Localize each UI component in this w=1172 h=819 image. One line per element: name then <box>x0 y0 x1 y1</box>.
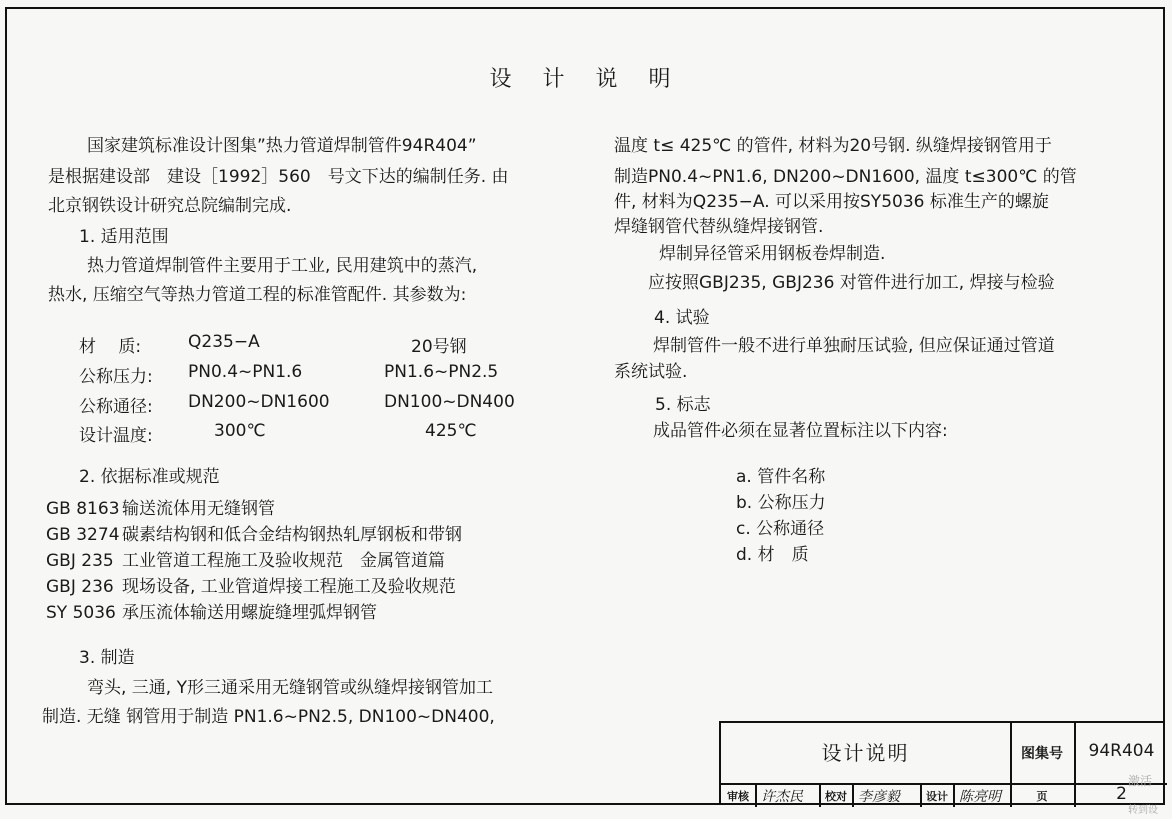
section-4-heading: 4. 试验 <box>654 308 710 328</box>
title-block-divider <box>755 783 757 807</box>
standard-code: GB 8163 <box>46 499 120 519</box>
intro-line-2: 是根据建设部 建设［1992］560 号文下达的编制任务. 由 <box>48 167 509 187</box>
watermark-text: 激活 <box>1128 774 1153 788</box>
title-block-divider <box>920 783 922 807</box>
list-item: d. 材 质 <box>736 545 809 565</box>
section-3-text-2: 制造. 无缝 钢管用于制造 PN1.6~PN2.5, DN100~DN400, <box>42 707 495 727</box>
list-item: c. 公称通径 <box>736 519 825 539</box>
review-label: 审核 <box>727 790 749 803</box>
standard-name: 现场设备, 工业管道焊接工程施工及验收规范 <box>122 577 456 597</box>
title-block-divider <box>953 783 955 807</box>
param-value: 300℃ <box>214 421 266 441</box>
section-5-heading: 5. 标志 <box>655 395 711 415</box>
standard-code: SY 5036 <box>46 603 116 623</box>
right-para-2: 焊制异径管采用钢板卷焊制造. <box>659 244 886 264</box>
param-label: 公称通径: <box>79 397 153 417</box>
section-1-text-2: 热水, 压缩空气等热力管道工程的标准管配件. 其参数为: <box>48 285 467 305</box>
param-value: PN0.4~PN1.6 <box>188 362 303 382</box>
right-line-2: 制造PN0.4~PN1.6, DN200~DN1600, 温度 t≤300℃ 的管 <box>614 167 1077 187</box>
param-value: DN200~DN1600 <box>188 392 330 412</box>
param-label: 设计温度: <box>79 426 153 446</box>
param-value: Q235−A <box>188 332 260 352</box>
intro-line-1: 国家建筑标准设计图集”热力管道焊制管件94R404” <box>87 136 477 156</box>
right-line-4: 焊缝钢管代替纵缝焊接钢管. <box>614 217 824 237</box>
watermark-text: 转到设 <box>1128 805 1158 816</box>
param-label: 材 质: <box>79 337 142 357</box>
param-value: PN1.6~PN2.5 <box>384 362 499 382</box>
standard-name: 碳素结构钢和低合金结构钢热轧厚钢板和带钢 <box>122 525 462 545</box>
section-4-text-1: 焊制管件一般不进行单独耐压试验, 但应保证通过管道 <box>653 336 1055 356</box>
right-line-1: 温度 t≤ 425℃ 的管件, 材料为20号钢. 纵缝焊接钢管用于 <box>614 136 1052 156</box>
param-value: DN100~DN400 <box>384 392 515 412</box>
atlas-number-label: 图集号 <box>1021 746 1063 762</box>
title-block <box>719 721 1165 805</box>
list-item: b. 公称压力 <box>736 493 826 513</box>
title-block-divider <box>852 783 854 807</box>
design-signature: 陈亮明 <box>959 789 1001 805</box>
right-para-3: 应按照GBJ235, GBJ236 对管件进行加工, 焊接与检验 <box>648 273 1055 293</box>
review-signature: 许杰民 <box>761 789 803 805</box>
intro-line-3: 北京钢铁设计研究总院编制完成. <box>48 196 292 216</box>
page-label: 页 <box>1036 790 1048 803</box>
section-5-text: 成品管件必须在显著位置标注以下内容: <box>653 421 948 441</box>
check-signature: 李彦毅 <box>858 789 900 805</box>
standard-name: 承压流体输送用螺旋缝埋弧焊钢管 <box>122 603 377 623</box>
section-3-heading: 3. 制造 <box>79 648 135 668</box>
page-number: 2 <box>1116 784 1127 804</box>
title-block-divider <box>819 783 821 807</box>
atlas-number: 94R404 <box>1088 741 1155 761</box>
standard-code: GBJ 236 <box>46 577 114 597</box>
param-value: 20号钢 <box>411 337 467 357</box>
section-3-text-1: 弯头, 三通, Y形三通采用无缝钢管或纵缝焊接钢管加工 <box>87 678 493 698</box>
title-block-title: 设计说明 <box>821 741 910 765</box>
standard-name: 工业管道工程施工及验收规范 金属管道篇 <box>122 551 445 571</box>
standard-name: 输送流体用无缝钢管 <box>122 499 275 519</box>
standard-code: GBJ 235 <box>46 551 114 571</box>
right-line-3: 件, 材料为Q235−A. 可以采用按SY5036 标准生产的螺旋 <box>614 192 1049 212</box>
list-item: a. 管件名称 <box>736 467 826 487</box>
page-title: 设 计 说 明 <box>489 67 683 92</box>
design-label: 设计 <box>926 790 948 803</box>
section-1-heading: 1. 适用范围 <box>79 227 169 247</box>
check-label: 校对 <box>825 790 847 803</box>
section-1-text-1: 热力管道焊制管件主要用于工业, 民用建筑中的蒸汽, <box>87 256 478 276</box>
param-label: 公称压力: <box>79 367 153 387</box>
section-2-heading: 2. 依据标准或规范 <box>79 467 220 487</box>
param-value: 425℃ <box>425 421 477 441</box>
section-4-text-2: 系统试验. <box>614 362 688 382</box>
standard-code: GB 3274 <box>46 525 120 545</box>
